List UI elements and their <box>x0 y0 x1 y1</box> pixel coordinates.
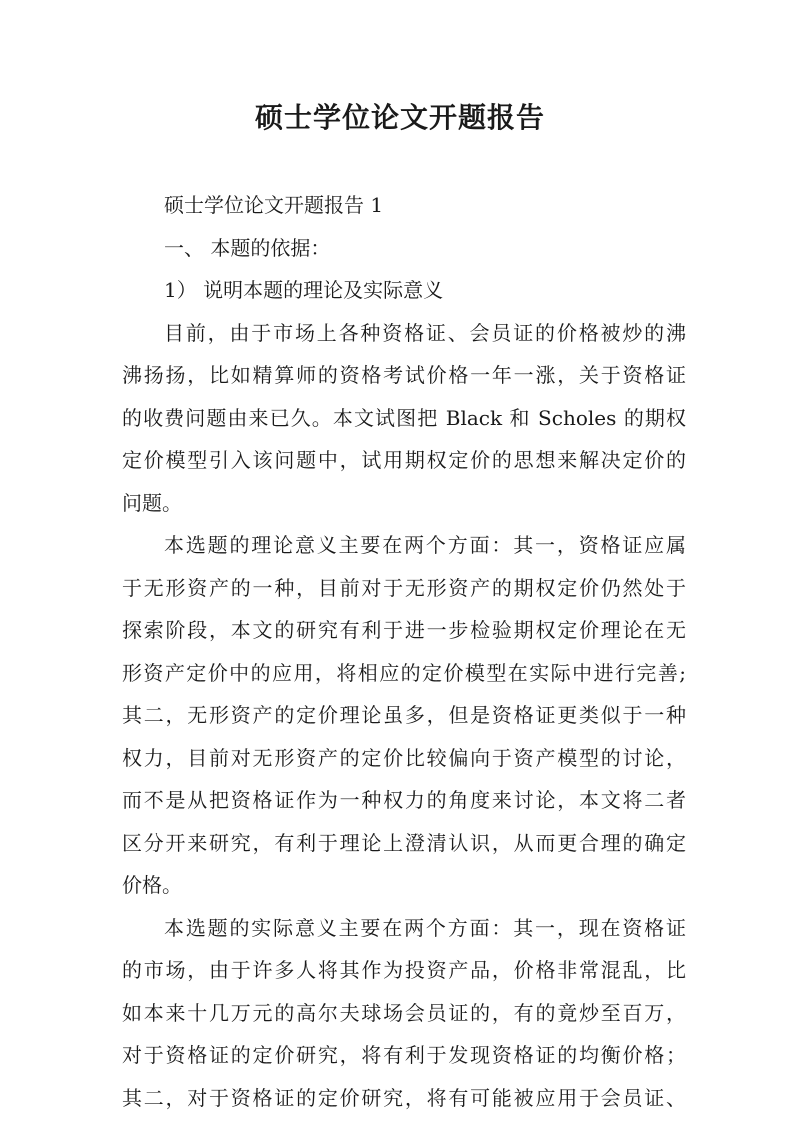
text-line: 一、 本题的依据： <box>164 235 331 260</box>
text-line: 价格。 <box>122 873 182 897</box>
document-title: 硕士学位论文开题报告 <box>254 101 545 134</box>
document-body <box>122 184 686 1119</box>
text-line: 其二，无形资产的定价理论虽多，但是资格证更类似于一种 <box>122 703 686 727</box>
text-line: 定价模型引入该问题中，试用期权定价的思想来解决定价的 <box>122 448 686 472</box>
text-line: 其二，对于资格证的定价研究，将有可能被应用于会员证、 <box>122 1085 686 1110</box>
text-line: 区分开来研究，有利于理论上澄清认识，从而更合理的确定 <box>122 830 686 855</box>
text-line: 对于资格证的定价研究，将有利于发现资格证的均衡价格； <box>122 1043 686 1067</box>
text-line: 如本来十几万元的高尔夫球场会员证的，有的竟炒至百万， <box>122 1000 686 1025</box>
text-line: 权力，目前对无形资产的定价比较偏向于资产模型的讨论， <box>122 745 686 770</box>
text-line: 硕士学位论文开题报告 1 <box>164 193 384 217</box>
text-line: 的市场，由于许多人将其作为投资产品，价格非常混乱，比 <box>122 958 686 982</box>
text-line: 本选题的理论意义主要在两个方面：其一，资格证应属 <box>164 533 686 557</box>
text-line: 问题。 <box>122 490 182 515</box>
text-line: 探索阶段，本文的研究有利于进一步检验期权定价理论在无 <box>122 618 686 642</box>
text-line: 而不是从把资格证作为一种权力的角度来讨论，本文将二者 <box>122 788 686 812</box>
text-line: 1） 说明本题的理论及实际意义 <box>164 278 444 302</box>
text-line: 的收费问题由来已久。本文试图把 Black 和 Scholes 的期权 <box>122 405 686 430</box>
text-line: 于无形资产的一种，目前对于无形资产的期权定价仍然处于 <box>122 575 686 600</box>
text-line: 目前，由于市场上各种资格证、会员证的价格被炒的沸 <box>164 320 686 345</box>
text-line: 形资产定价中的应用，将相应的定价模型在实际中进行完善; <box>122 660 686 685</box>
text-line: 沸扬扬，比如精算师的资格考试价格一年一涨，关于资格证 <box>122 363 686 387</box>
text-line: 本选题的实际意义主要在两个方面：其一，现在资格证 <box>164 915 686 940</box>
